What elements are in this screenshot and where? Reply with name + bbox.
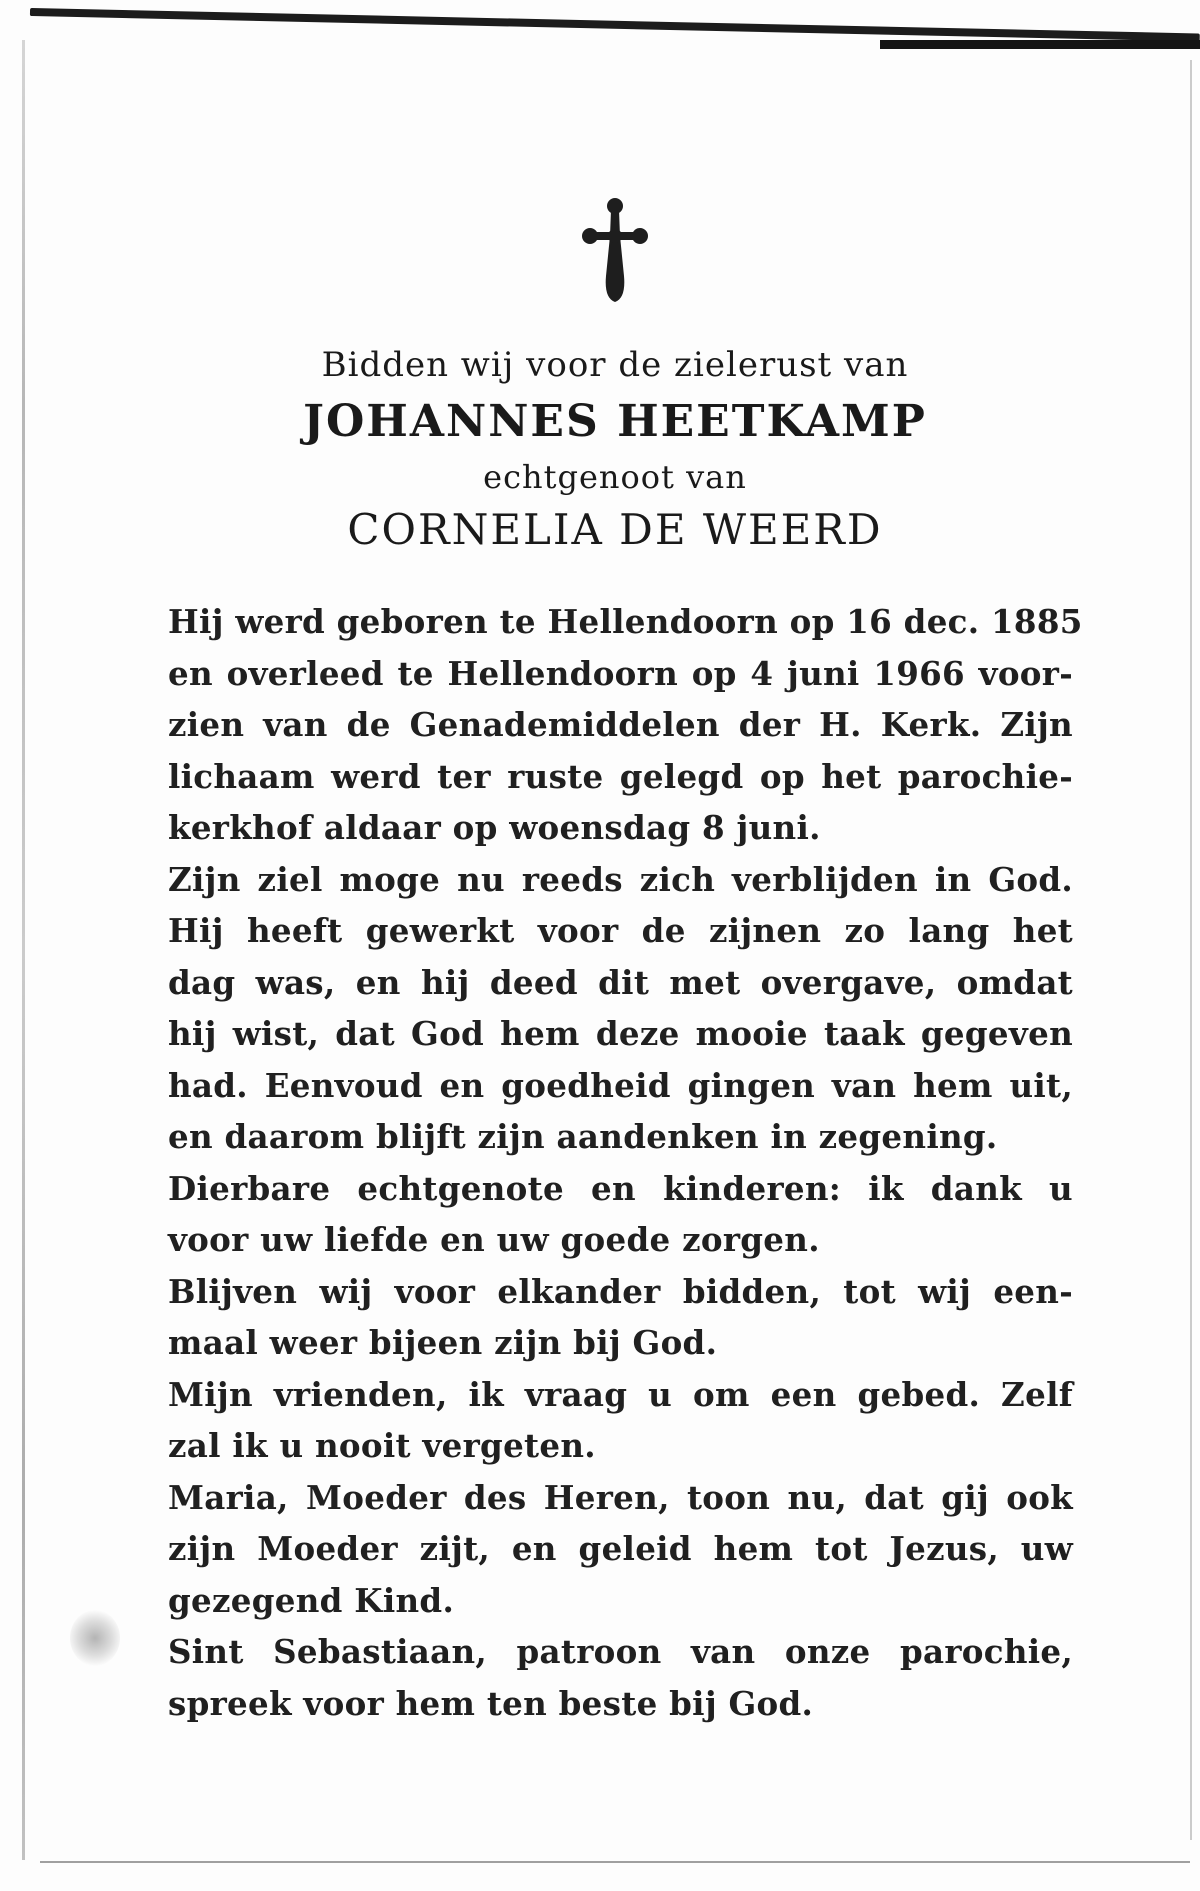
spouse-intro: echtgenoot van <box>483 458 747 496</box>
memorial-text-line: Hij heeft gewerkt voor de zijnen zo lang het <box>168 911 1073 950</box>
memorial-text-line: Zijn ziel moge nu reeds zich verblijden in God. <box>168 859 1073 899</box>
scan-speckle <box>70 1610 120 1666</box>
memorial-text-line: Hij werd geboren te Hellendoorn op 16 dec. 1885 <box>168 602 1083 641</box>
memorial-text-line: zien van de Genademiddelen der H. Kerk. Zijn <box>168 705 1073 744</box>
memorial-text-line: en overleed te Hellendoorn op 4 juni 1966 voor- <box>168 653 1073 693</box>
card-top-edge-right <box>880 40 1200 49</box>
memorial-text-line: Dierbare echtgenote en kinderen: ik dank u <box>168 1168 1073 1208</box>
memorial-text-line: lichaam werd ter ruste gelegd op het parochie- <box>168 756 1073 796</box>
memorial-text <box>168 596 1083 1729</box>
memorial-text-line: Sint Sebastiaan, patroon van onze parochie, <box>168 1632 1073 1671</box>
memorial-text-line: Maria, Moeder des Heren, toon nu, dat gij ook <box>168 1477 1073 1517</box>
memorial-text-line: dag was, en hij deed dit met overgave, omdat <box>168 962 1073 1002</box>
spouse-name: CORNELIA DE WEERD <box>347 505 883 554</box>
memorial-text-line: Mijn vrienden, ik vraag u om een gebed. Zelf <box>168 1374 1073 1414</box>
memorial-text-line: zal ik u nooit vergeten. <box>168 1426 596 1465</box>
memorial-text-line: Blijven wij voor elkander bidden, tot wij een- <box>168 1271 1073 1311</box>
memorial-text-line: maal weer bijeen zijn bij God. <box>168 1323 718 1362</box>
memorial-text-line: kerkhof aldaar op woensdag 8 juni. <box>168 808 821 847</box>
memorial-text-line: hij wist, dat God hem deze mooie taak gegeven <box>168 1014 1073 1053</box>
memorial-text-line: en daarom blijft zijn aandenken in zegening. <box>168 1117 998 1156</box>
card-bottom-edge <box>40 1861 1190 1863</box>
memorial-text-line: spreek voor hem ten beste bij God. <box>168 1683 814 1723</box>
cross-icon <box>580 196 650 306</box>
prayer-intro: Bidden wij voor de zielerust van <box>321 345 909 385</box>
memorial-text-line: zijn Moeder zijt, en geleid hem tot Jezus, uw <box>168 1529 1073 1568</box>
memorial-text-line: gezegend Kind. <box>168 1580 455 1620</box>
memorial-text-line: voor uw liefde en uw goede zorgen. <box>168 1220 820 1259</box>
card-top-edge <box>30 8 1200 42</box>
deceased-name: JOHANNES HEETKAMP <box>303 396 927 447</box>
card-right-edge <box>1190 60 1192 1840</box>
memorial-text-line: had. Eenvoud en goedheid gingen van hem uit, <box>168 1065 1073 1105</box>
card-left-edge <box>22 40 25 1860</box>
